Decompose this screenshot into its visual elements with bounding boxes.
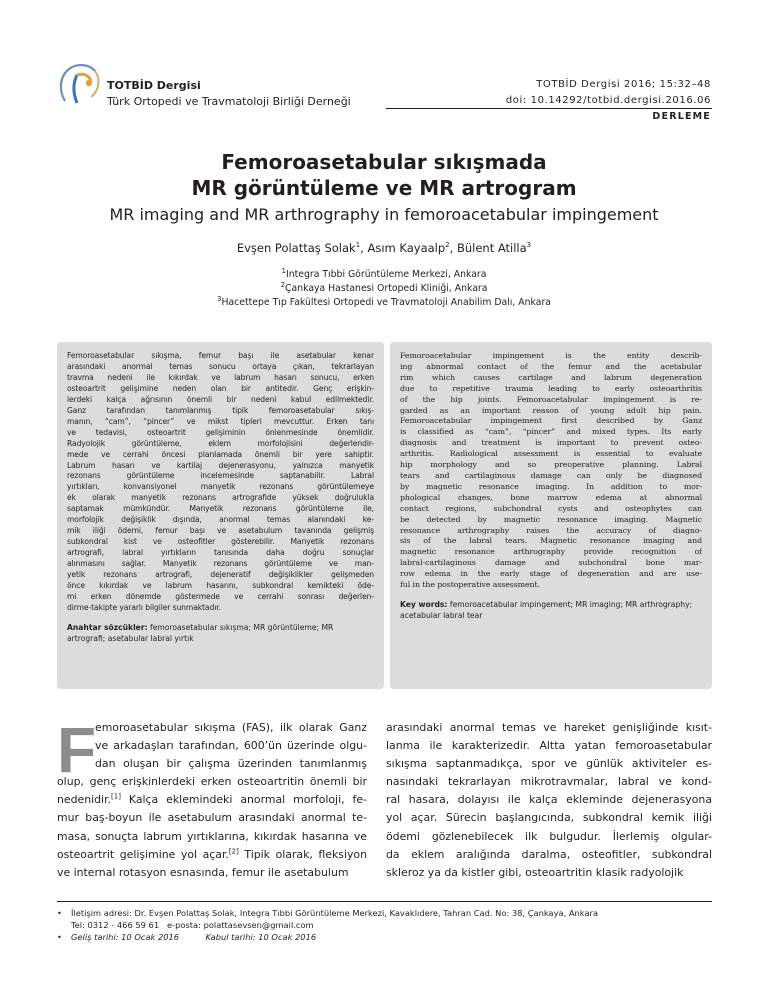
keywords-english: [400, 599, 702, 621]
body-line: ve internal rotasyon esnasında, femur ile asetabulum: [57, 865, 349, 879]
affiliation-number: 1: [281, 266, 286, 275]
body-line: dan oluşan bir çalışma üzerinden tanımlanmış: [95, 757, 367, 771]
abstract-line: arthritis. Radiological assessment is essential to evaluate: [400, 449, 702, 459]
abstract-line: saptamak mümkündür. Manyetik rezonans görüntüleme ile,: [67, 504, 374, 514]
affiliation-number: 2: [280, 280, 286, 289]
header-divider: [386, 108, 712, 109]
abstract-line: resonance arthrography raises the accuracy of diagno-: [400, 525, 702, 535]
affiliation-text: Çankaya Hastanesi Ortopedi Kliniği, Ankara: [285, 283, 488, 294]
accepted-date: Kabul tarihi: 10 Ocak 2016: [205, 932, 317, 942]
affiliation-number: 3: [217, 294, 222, 303]
abstract-line: morfolojik değişiklik dışında, anormal temas alanındaki ke-: [67, 515, 374, 525]
body-line: ve arkadaşları tarafından, 600’ün üzerinde olgu-: [95, 739, 367, 753]
abstract-english-text: [400, 351, 702, 591]
abstract-line: Femoroasetabular sıkışma, femur başı ile asetabular kenar: [67, 351, 374, 360]
body-line: nasındaki tekrarlayan mikrotravmalar, labral ve kond-: [386, 775, 712, 789]
body-line: olup, genç erişkinlerdeki erken osteoartritin önemli bir: [57, 775, 367, 789]
keywords-turkish: [67, 622, 374, 644]
abstract-line: travma nedeni ile kıkırdak ve labrum hasarı sonucu, erken: [67, 372, 374, 382]
abstract-line: artrografi, labral yırtıkların tanısında daha doğru sonuçlar: [67, 548, 374, 558]
affiliation: [0, 282, 768, 296]
abstract-line: row edema in the early stage of degeneration and are use-: [400, 569, 702, 579]
abstract-line: tears and cartilaginous damage can only be diagnosed: [400, 470, 702, 480]
body-line: ödemi gözlenebilecek ilk bulgudur. İlerlemiş olgular-: [386, 829, 712, 843]
body-line: mur baş-boyun ile asetabulum arasındaki anormal te-: [57, 811, 367, 825]
body-line: lanma ile karakterizedir. Altta yatan femoroasetabular: [386, 739, 712, 753]
keywords-label: Key words:: [400, 599, 448, 609]
abstract-line: Femoroacetabular impingement first described by Ganz: [400, 416, 702, 426]
doi: doi: 10.14292/totbid.dergisi.2016.06: [505, 95, 711, 106]
body-line: ral hasara, dolayısı ile kalça ekleminde dejenerasyona: [386, 793, 712, 807]
abstract-line: mede ve cerrahi öncesi planlamada önemli bir yere sahiptir.: [67, 449, 374, 459]
title-line: MR görüntüleme ve MR artrogram: [191, 176, 577, 200]
abstract-line: phological changes, bone marrow edema at abnormal: [400, 492, 702, 502]
keywords-text: femoroasetabular sıkışma; MR görüntüleme; MR artrografi; asetabular labral yırtık: [67, 622, 334, 643]
abstract-line: be detected by magnetic resonance imaging. Magnetic: [400, 514, 702, 524]
abstract-line: labral-cartilaginous damage and subchondral bone mar-: [400, 558, 702, 568]
body-column-left: [57, 714, 367, 882]
abstract-line: ing abnormal contact of the femur and the acetabular: [400, 361, 702, 371]
abstract-line: ve tedavisi, osteoartrit gelişiminin önlenmesinde önemlidir.: [67, 427, 374, 437]
footer-divider: [57, 901, 712, 902]
abstract-line: by magnetic resonance imaging. In addition to mor-: [400, 481, 702, 491]
citation-marker: [2]: [228, 847, 239, 856]
body-line: osteoartrit gelişimine yol açar.[2] Tipik olarak, fleksiyon: [57, 847, 367, 861]
article-subtitle: MR imaging and MR arthrography in femoroacetabular impingement: [109, 205, 659, 224]
abstract-line: contact regions, subchondral cysts and osteophytes can: [400, 503, 702, 513]
body-line: emoroasetabular sıkışma (FAS), ilk olarak Ganz: [95, 721, 367, 734]
author-affiliation-number: 1: [355, 241, 361, 250]
abstract-line: önce kıkırdak ve labrum hasarını, subkondral kemikteki öde-: [67, 581, 374, 591]
article-title: [0, 149, 768, 201]
citation-marker: [1]: [111, 792, 121, 801]
abstract-line: sis of the labral tears. Magnetic resonance imaging and: [400, 536, 702, 546]
abstract-turkish-text: [67, 351, 374, 614]
abstract-line: mik iliği ödemi, femur başı ve asetabulum tavanında gelişmiş: [67, 526, 374, 536]
society-name: Türk Ortopedi ve Travmatoloji Birliği Derneği: [107, 95, 351, 108]
abstract-line: due to repetitive trauma leading to early osteoarthritis: [400, 383, 702, 393]
affiliation-list: [0, 268, 768, 310]
author-name: Asım Kayaalp: [367, 241, 446, 255]
abstract-line: rim which causes cartilage and labrum degeneration: [400, 372, 702, 382]
author-name: Evşen Polattaş Solak: [236, 241, 356, 255]
abstract-line: rezonans görüntüleme incelemesinde saptanabilir. Labral: [67, 471, 374, 481]
abstract-line: of the hip joints. Femoroacetabular impingement is re-: [400, 394, 702, 404]
affiliation: [0, 296, 768, 310]
bullet-icon: •: [57, 908, 62, 918]
abstract-line: hip morphology and so preoperative planning. Labral: [400, 460, 702, 470]
abstract-line: Radyolojik görüntüleme, eklem morfolojisini değerlendir-: [67, 438, 374, 448]
affiliation-text: Hacettepe Tıp Fakültesi Ortopedi ve Travmatoloji Anabilim Dalı, Ankara: [221, 297, 551, 308]
abstract-line: Labrum hasarı ve kartilaj dejenerasyonu, yalnızca manyetik: [67, 460, 374, 470]
author-affiliation-number: 2: [445, 241, 450, 250]
affiliation-text: Integra Tıbbi Görüntüleme Merkezi, Ankara: [286, 269, 487, 280]
journal-name: TOTBİD Dergisi: [107, 79, 201, 92]
citation: TOTBİD Dergisi 2016; 15:32–48: [536, 79, 711, 90]
received-date: Geliş tarihi: 10 Ocak 2016: [71, 932, 180, 942]
body-line: skleroz ya da kistler gibi, osteoartritin klasik radyolojik: [386, 865, 684, 879]
abstract-line: arasındaki anormal temas sonucu ortaya çıkan, tekrarlayan: [67, 361, 374, 371]
title-line: Femoroasetabular sıkışmada: [221, 150, 547, 174]
body-line: arasındaki anormal temas ve hareket genişliğinde kısıt-: [386, 721, 712, 734]
author-name: Bülent Atilla: [456, 241, 527, 255]
abstract-english: [390, 342, 712, 689]
keywords-label: Anahtar sözcükler:: [67, 622, 148, 632]
author-affiliation-number: 3: [526, 241, 532, 250]
correspondence-address: İletişim adresi: Dr. Evşen Polattaş Solak, Integra Tıbbi Görüntüleme Merkezi, Kavaklıdere, Tahran Cad. No: 38, Çankaya, Ankara: [71, 908, 599, 918]
affiliation: [0, 268, 768, 282]
abstract-line: alınmasını sağlar. Manyetik rezonans görüntüleme ve man-: [67, 559, 374, 569]
footer-notes: [57, 907, 598, 943]
section-label: DERLEME: [652, 111, 711, 122]
abstract-line: ek olarak manyetik rezonans artrografide yüksek doğrulukla: [67, 493, 374, 503]
bullet-icon: •: [57, 932, 62, 942]
abstract-line: diagnosis and treatment is important to prevent osteo-: [400, 438, 702, 448]
keywords-text: femoroacetabular impingement; MR imaging; MR arthrography; acetabular labral tear: [400, 599, 693, 620]
body-line: masa, sonuçta labrum yırtıklarına, kıkırdak hasarına ve: [57, 829, 367, 843]
telephone: Tel: 0312 - 466 59 61: [71, 920, 160, 930]
abstract-line: yırtıkları, konvansiyonel manyetik rezonans görüntülemeye: [67, 482, 374, 492]
abstract-line: Femoroacetabular impingement is the entity describ-: [400, 351, 702, 360]
abstract-line: subkondral kist ve osteofitler gösterebilir. Manyetik rezonans: [67, 537, 374, 547]
abstract-line: osteoartrit gelişimine neden olan bir antitedir. Genç erişkin-: [67, 383, 374, 393]
abstract-line: garded as an important reason of young adult hip pain.: [400, 405, 702, 415]
body-line: da eklem aralığında daralma, osteofitler, subkondral: [386, 847, 712, 861]
abstract-turkish: [57, 342, 384, 689]
abstract-line: manın, “cam”, “pincer” ve mikst tipleri mevcuttur. Erken tanı: [67, 416, 374, 426]
body-line: nedenidir.[1] Kalça eklemindeki anormal morfoloji, fe-: [57, 792, 367, 807]
abstract-line: lerdeki kalça ağrısının önemli bir nedeni kabul edilmektedir.: [67, 394, 374, 404]
journal-logo-icon: [57, 61, 101, 107]
abstract-line: ful in the postoperative assessment.: [400, 580, 540, 590]
abstract-line: Ganz tarafından tanımlanmış tipik femoroasetabular sıkış-: [67, 405, 374, 415]
body-column-right: [386, 719, 712, 882]
abstract-line: dirme-takipte yararlı bilgiler sunmaktadır.: [67, 602, 221, 612]
abstract-line: mi erken dönemde göstermede ve cerrahi sonrası değerlen-: [67, 591, 374, 601]
drop-cap: F: [57, 714, 97, 786]
abstract-line: is classified as “cam”, “pincer” and mixed types. Its early: [400, 427, 702, 437]
author-list: Evşen Polattaş Solak$^1$, Asım Kayaalp$^2$, Bülent Atilla$^3$: [236, 241, 532, 255]
body-line: sıkışma saptanmadıkça, spor ve günlük aktiviteler es-: [386, 757, 712, 771]
email: e-posta: polattasevsen@gmail.com: [167, 920, 314, 930]
body-line: yol açar. Sürecin başlangıcında, subkondral kemik iliği: [386, 811, 712, 825]
abstract-line: magnetic resonance arthrography provide recognition of: [400, 547, 702, 557]
abstract-line: yetik rezonans artrografi, dejeneratif değişiklikler gelişmeden: [67, 570, 374, 580]
